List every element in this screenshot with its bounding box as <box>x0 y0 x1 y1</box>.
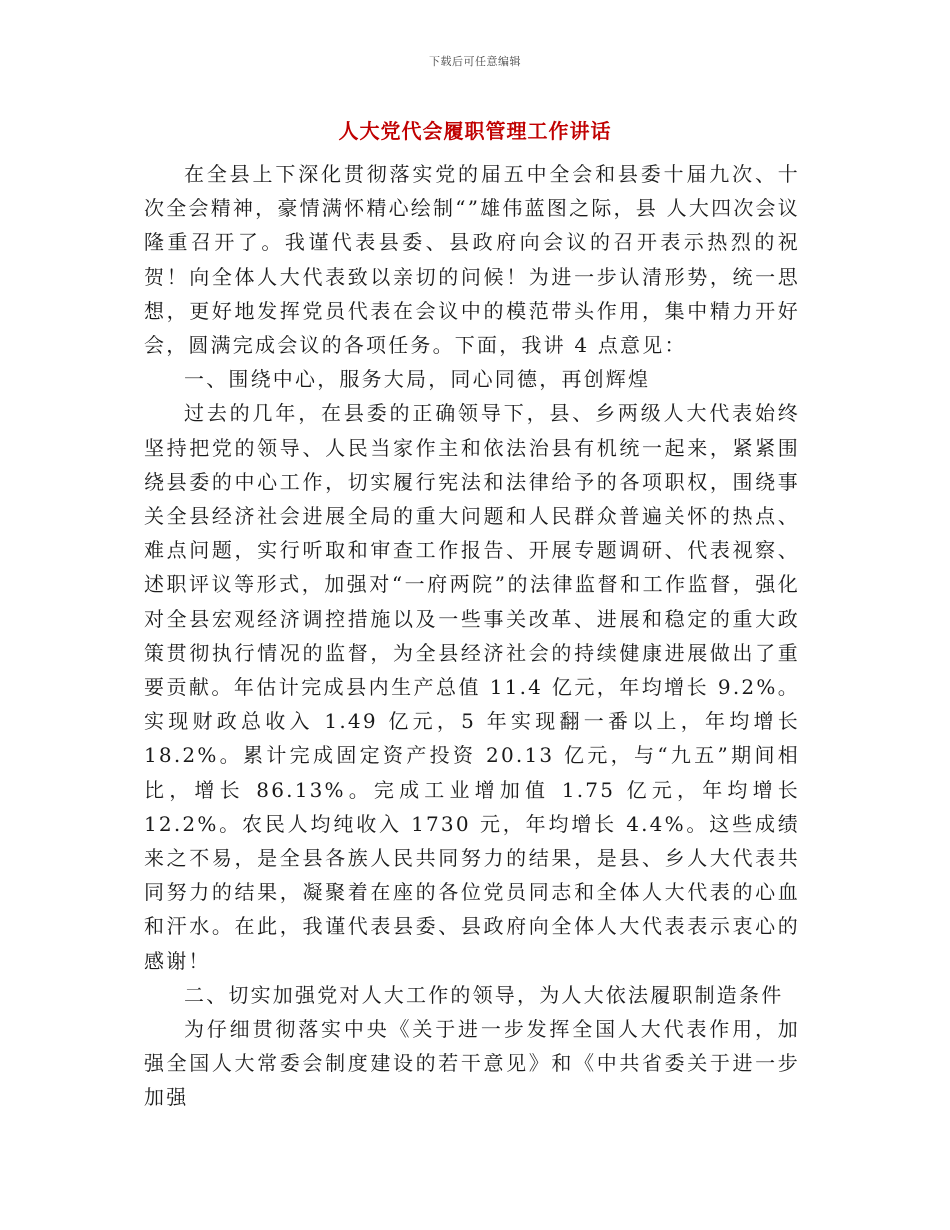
section-heading-1: 一、围绕中心，服务大局，同心同德，再创辉煌 <box>184 367 651 392</box>
document-title: 人大党代会履职管理工作讲话 <box>338 119 612 143</box>
document-body <box>144 157 800 1115</box>
paragraph-party-leadership: 为仔细贯彻落实中央《关于进一步发挥全国人大代表作用，加强全国人大常委会制度建设的若干意见》和《中共省委关于进一步加强 <box>144 1017 800 1110</box>
page-header-note: 下载后可任意编辑 <box>429 55 521 68</box>
section-heading-2: 二、切实加强党对人大工作的领导，为人大依法履职制造条件 <box>184 982 784 1007</box>
paragraph-intro: 在全县上下深化贯彻落实党的届五中全会和县委十届九次、十次全会精神，豪情满怀精心绘制“”雄伟蓝图之际，县 人大四次会议隆重召开了。我谨代表县委、县政府向会议的召开表示热烈的祝贺！向全体人大代表致以亲切的问候！为进一步认清形势，统一思想，更好地发挥党员代表在会议中的模范带头作用，集中精力开好会，圆满完成会议的各项任务。下面，我讲 4 点意见： <box>144 162 800 358</box>
paragraph-achievements: 过去的几年，在县委的正确领导下，县、乡两级人大代表始终坚持把党的领导、人民当家作主和依法治县有机统一起来，紧紧围绕县委的中心工作，切实履行宪法和法律给予的各项职权，围绕事关全县经济社会进展全局的重大问题和人民群众普遍关怀的热点、难点问题，实行听取和审查工作报告、开展专题调研、代表视察、述职评议等形式，加强对“一府两院”的法律监督和工作监督，强化对全县宏观经济调控措施以及一些事关改革、进展和稳定的重大政策贯彻执行情况的监督，为全县经济社会的持续健康进展做出了重要贡献。年估计完成县内生产总值 11.4 亿元，年均增长 9.2%。实现财政总收入 1.49 亿元，5 年实现翻一番以上，年均增长 18.2%。累计完成固定资产投资 20.13 亿元，与“九五”期间相比，增长 86.13%。完成工业增加值 1.75 亿元，年均增长 12.2%。农民人均纯收入 1730 元，年均增长 4.4%。这些成绩来之不易，是全县各族人民共同努力的结果，是县、乡人大代表共同努力的结果，凝聚着在座的各位党员同志和全体人大代表的心血和汗水。在此，我谨代表县委、县政府向全体人大代表表示衷心的感谢！ <box>144 401 800 973</box>
